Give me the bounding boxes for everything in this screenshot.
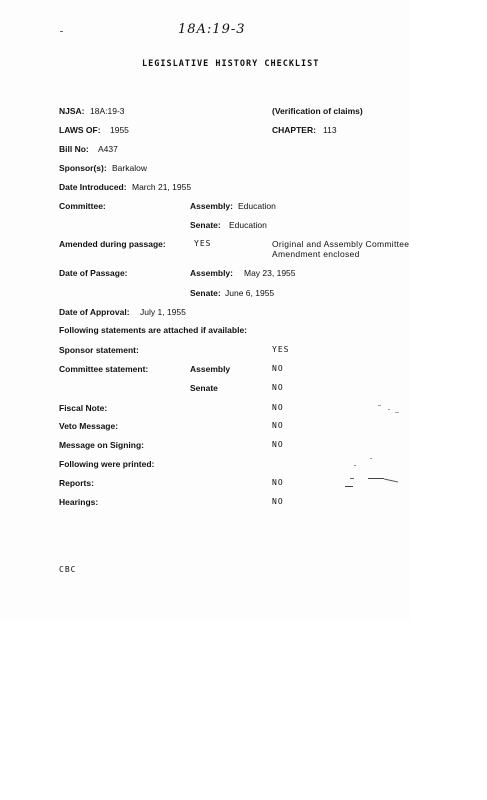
- initials: CBC: [59, 565, 77, 574]
- veto-message-label: Veto Message:: [59, 421, 119, 431]
- amended-value: YES: [194, 239, 212, 248]
- committee-statement-senate-value: NO: [272, 383, 284, 392]
- hearings-label: Hearings:: [59, 497, 99, 507]
- date-of-passage-label: Date of Passage:: [59, 268, 128, 278]
- message-on-signing-value: NO: [272, 440, 284, 449]
- date-of-approval-value: July 1, 1955: [140, 307, 186, 317]
- amended-note-line2: Amendment enclosed: [272, 249, 360, 259]
- passage-senate-value: June 6, 1955: [225, 288, 275, 298]
- date-of-approval-label: Date of Approval:: [59, 307, 130, 317]
- sponsors-value: Barkalow: [112, 163, 147, 173]
- committee-statement-assembly-value: NO: [272, 364, 284, 373]
- date-introduced-label: Date Introduced:: [59, 182, 127, 192]
- committee-senate-label: Senate:: [190, 220, 221, 230]
- bill-no-label: Bill No:: [59, 144, 89, 154]
- sponsors-label: Sponsor(s):: [59, 163, 107, 173]
- page-title: LEGISLATIVE HISTORY CHECKLIST: [142, 59, 320, 69]
- committee-senate-value: Education: [229, 220, 267, 230]
- chapter-value: 113: [323, 125, 337, 135]
- handwritten-reference: 18A:19-3: [178, 22, 246, 37]
- passage-assembly-label: Assembly:: [190, 268, 233, 278]
- committee-statement-assembly-label: Assembly: [190, 364, 231, 374]
- scan-mark: [345, 486, 353, 487]
- passage-assembly-value: May 23, 1955: [244, 268, 296, 278]
- reports-label: Reports:: [59, 478, 94, 488]
- hearings-value: NO: [272, 497, 284, 506]
- njsa-value: 18A:19-3: [90, 106, 125, 116]
- scan-speck: [350, 478, 354, 479]
- bill-no-value: A437: [98, 144, 118, 154]
- laws-of-label: LAWS OF:: [59, 125, 101, 135]
- committee-assembly-label: Assembly:: [190, 201, 233, 211]
- passage-senate-label: Senate:: [190, 288, 221, 298]
- statements-header: Following statements are attached if available:: [59, 325, 247, 335]
- scan-speck: [370, 458, 372, 459]
- laws-of-value: 1955: [110, 125, 129, 135]
- njsa-label: NJSA:: [59, 106, 85, 116]
- amended-label: Amended during passage:: [59, 239, 166, 249]
- fiscal-note-value: NO: [272, 403, 284, 412]
- scan-mark: [384, 479, 398, 483]
- date-introduced-value: March 21, 1955: [132, 182, 192, 192]
- sponsor-statement-value: YES: [272, 345, 290, 354]
- chapter-label: CHAPTER:: [272, 125, 316, 135]
- committee-statement-senate-label: Senate: [190, 383, 218, 393]
- scan-speck: [378, 405, 381, 406]
- scan-speck: [388, 409, 390, 410]
- njsa-note: (Verification of claims): [272, 106, 363, 116]
- committee-statement-label: Committee statement:: [59, 364, 149, 374]
- reports-value: NO: [272, 478, 284, 487]
- message-on-signing-label: Message on Signing:: [59, 440, 145, 450]
- sponsor-statement-label: Sponsor statement:: [59, 345, 139, 355]
- scan-speck: [354, 465, 356, 466]
- printed-header: Following were printed:: [59, 459, 155, 469]
- amended-note-line1: Original and Assembly Committee: [272, 239, 410, 249]
- scan-speck: [60, 31, 63, 32]
- scan-speck: [395, 412, 399, 413]
- committee-label: Committee:: [59, 201, 106, 211]
- committee-assembly-value: Education: [238, 201, 276, 211]
- scan-mark: [368, 478, 384, 479]
- veto-message-value: NO: [272, 421, 284, 430]
- fiscal-note-label: Fiscal Note:: [59, 403, 108, 413]
